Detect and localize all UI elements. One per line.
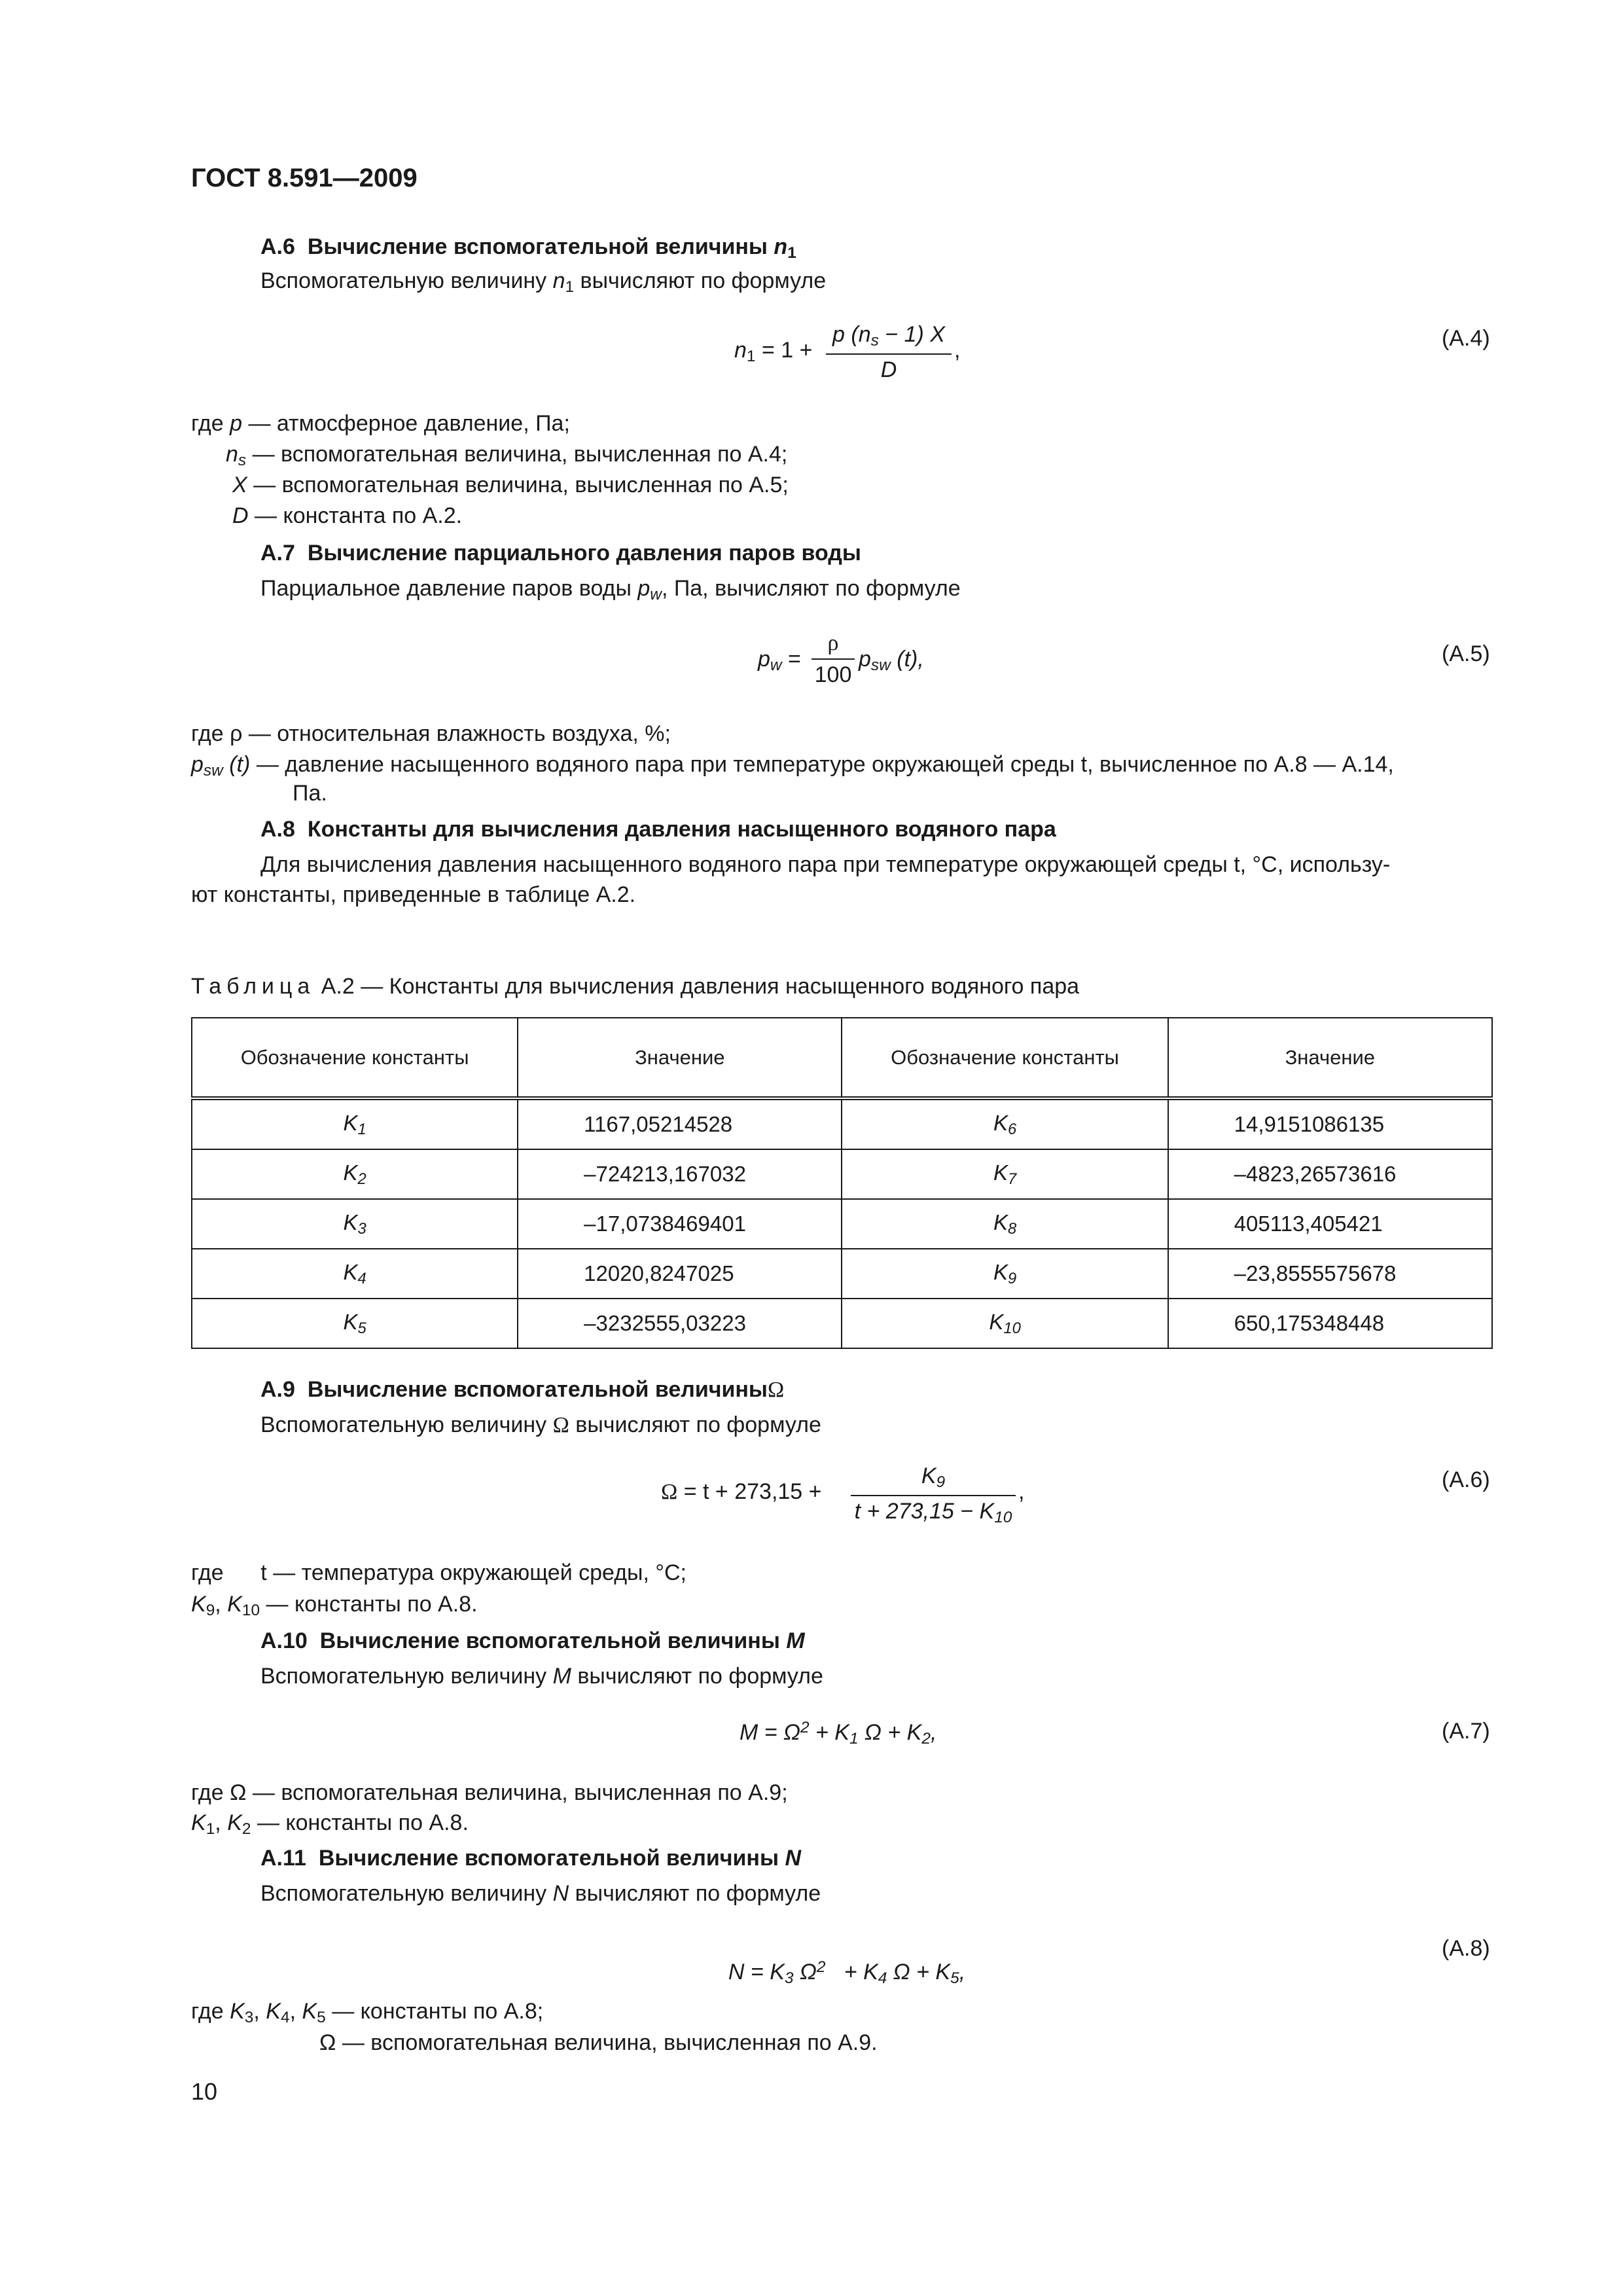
section-number: A.8 bbox=[260, 817, 295, 842]
section-a6-heading bbox=[260, 236, 796, 262]
table-caption-word: Таблица bbox=[191, 974, 315, 999]
where-a10-omega: где Ω — вспомогательная величина, вычисленная по А.9; bbox=[191, 1780, 788, 1805]
table-header-cell: Обозначение константы bbox=[192, 1018, 518, 1098]
fraction-denominator: $t + 273,15 - K_{10}$ bbox=[854, 1498, 1012, 1526]
constant-symbol-cell: $K_9$ bbox=[842, 1249, 1168, 1299]
where-a6-d: D — константа по А.2. bbox=[232, 503, 463, 528]
formula-a6-tail: , bbox=[1018, 1479, 1025, 1504]
fraction-denominator: 100 bbox=[814, 662, 852, 687]
title-variable: N bbox=[785, 1846, 802, 1871]
where-a11-k: где $K_3$, $K_4$, $K_5$ — константы по А.8; bbox=[191, 1999, 544, 2027]
constant-symbol-cell: $K_5$ bbox=[192, 1299, 518, 1348]
section-number: A.11 bbox=[260, 1846, 306, 1871]
where-a6-ns: $n_s$ — вспомогательная величина, вычисленная по А.4; bbox=[226, 442, 788, 470]
section-number: A.10 bbox=[260, 1628, 308, 1653]
constant-symbol-cell: $K_{10}$ bbox=[842, 1299, 1168, 1348]
formula-var: n bbox=[734, 338, 747, 363]
fraction-numerator: $K_9$ bbox=[921, 1463, 946, 1492]
constant-symbol-cell: $K_2$ bbox=[192, 1149, 518, 1199]
where-a7-psw: $p_{sw}$ (t) — давление насыщенного водяного пара при температуре окружающей среды t, вычисленное по А.8 — А.14, bbox=[191, 752, 1394, 780]
section-a8-paragraph-line1: Для вычисления давления насыщенного водяного пара при температуре окружающей среды t, °С, использу- bbox=[260, 852, 1391, 877]
constant-value-cell: 650,175348448 bbox=[1168, 1299, 1492, 1348]
section-a6-intro bbox=[260, 270, 826, 296]
constant-value-cell: –724213,167032 bbox=[518, 1149, 842, 1199]
constant-value-cell: 14,9151086135 bbox=[1168, 1098, 1492, 1149]
fraction-denominator: D bbox=[880, 357, 897, 382]
section-a11-heading bbox=[260, 1847, 801, 1869]
formula-a7-label: (A.7) bbox=[1442, 1719, 1490, 1744]
table-row bbox=[192, 1098, 1492, 1149]
section-a10-intro: Вспомогательную величину M вычисляют по формуле bbox=[260, 1664, 823, 1689]
formula-a5-label: (A.5) bbox=[1442, 641, 1490, 666]
constant-value-cell: 12020,8247025 bbox=[518, 1249, 842, 1299]
formula-sub: 1 bbox=[746, 348, 756, 366]
constant-value-cell: –3232555,03223 bbox=[518, 1299, 842, 1348]
formula-a8-label: (A.8) bbox=[1442, 1936, 1490, 1961]
formula-a7: $M = \Omega^2 + K_1$ $\Omega + K_2$, bbox=[740, 1719, 937, 1748]
constant-symbol-cell: $K_1$ bbox=[192, 1098, 518, 1149]
where-a7-psw-cont: Па. bbox=[293, 781, 327, 806]
formula-a4-fraction bbox=[826, 323, 952, 381]
constant-symbol-cell: $K_3$ bbox=[192, 1199, 518, 1249]
constants-table bbox=[191, 1017, 1493, 1349]
table-row bbox=[192, 1149, 1492, 1199]
section-title: Вычисление вспомогательной величины bbox=[307, 1377, 768, 1402]
table-row bbox=[192, 1299, 1492, 1348]
document-header: ГОСТ 8.591—2009 bbox=[191, 164, 418, 192]
constant-symbol-cell: $K_4$ bbox=[192, 1249, 518, 1299]
constant-value-cell: –4823,26573616 bbox=[1168, 1149, 1492, 1199]
fraction-numerator: p $(n_s - 1)$ X bbox=[832, 322, 945, 350]
formula-a6-label: (A.6) bbox=[1442, 1467, 1490, 1492]
where-a9-t: где t — температура окружающей среды, °С; bbox=[191, 1560, 687, 1585]
section-a10-heading bbox=[260, 1630, 805, 1652]
where-a6-p: где p — атмосферное давление, Па; bbox=[191, 411, 570, 436]
section-a7-intro: Парциальное давление паров воды $p_w$, Па, вычисляют по формуле bbox=[260, 576, 961, 604]
intro-text: Вспомогательную величину bbox=[260, 268, 553, 293]
table-header-row bbox=[192, 1018, 1492, 1098]
omega-symbol: Ω bbox=[767, 1378, 785, 1402]
fraction-bar bbox=[812, 658, 855, 660]
intro-subscript: 1 bbox=[565, 278, 575, 296]
formula-a6-fraction bbox=[851, 1465, 1016, 1526]
constant-value-cell: 1167,05214528 bbox=[518, 1098, 842, 1149]
formula-a5-lhs: $p_w$ = bbox=[758, 647, 801, 675]
section-title: Константы для вычисления давления насыщенного водяного пара bbox=[307, 817, 1056, 842]
where-a6-x: X — вспомогательная величина, вычисленная по А.5; bbox=[232, 473, 789, 497]
section-a8-paragraph-line2: ют константы, приведенные в таблице А.2. bbox=[191, 882, 636, 907]
formula-a8: $N = K_3$ $\Omega^2 + K_4$ $\Omega + K_5$, bbox=[728, 1958, 966, 1988]
constant-symbol-cell: $K_8$ bbox=[842, 1199, 1168, 1249]
where-a11-omega: Ω — вспомогательная величина, вычисленная по А.9. bbox=[319, 2030, 878, 2055]
table-caption bbox=[191, 975, 1079, 997]
table-header-cell: Значение bbox=[1168, 1018, 1492, 1098]
section-number: A.9 bbox=[260, 1377, 295, 1402]
title-variable: M bbox=[786, 1628, 805, 1653]
section-number: A.6 bbox=[260, 234, 295, 259]
formula-a5-fraction bbox=[812, 632, 855, 686]
constant-value-cell: –17,0738469401 bbox=[518, 1199, 842, 1249]
section-title: Вычисление вспомогательной величины bbox=[307, 234, 774, 259]
formula-eq: = 1 + bbox=[755, 338, 813, 363]
title-subscript: 1 bbox=[787, 244, 796, 262]
section-title: Вычисление вспомогательной величины bbox=[318, 1846, 785, 1871]
section-a9-heading bbox=[260, 1378, 784, 1401]
table-header-cell: Значение bbox=[518, 1018, 842, 1098]
formula-a6-lhs: Ω = t + 273,15 + bbox=[661, 1479, 822, 1504]
section-a8-heading bbox=[260, 818, 1056, 840]
fraction-bar bbox=[851, 1495, 1016, 1496]
section-a7-heading bbox=[260, 542, 861, 564]
formula-a4-label: (A.4) bbox=[1442, 326, 1490, 351]
constant-value-cell: –23,8555575678 bbox=[1168, 1249, 1492, 1299]
section-a11-intro: Вспомогательную величину N вычисляют по формуле bbox=[260, 1881, 821, 1906]
section-number: A.7 bbox=[260, 541, 295, 565]
where-a9-k: $K_9$, $K_{10}$ — константы по А.8. bbox=[191, 1592, 478, 1620]
page-number: 10 bbox=[191, 2078, 218, 2105]
constant-symbol-cell: $K_7$ bbox=[842, 1149, 1168, 1199]
table-row bbox=[192, 1199, 1492, 1249]
constant-symbol-cell: $K_6$ bbox=[842, 1098, 1168, 1149]
fraction-numerator: ρ bbox=[827, 631, 839, 655]
where-a10-k: $K_1$, $K_2$ — константы по А.8. bbox=[191, 1810, 469, 1839]
table-caption-text: А.2 — Константы для вычисления давления насыщенного водяного пара bbox=[315, 974, 1080, 999]
formula-a4-lhs bbox=[734, 339, 813, 365]
intro-variable: n bbox=[552, 268, 565, 293]
intro-text-end: вычисляют по формуле bbox=[574, 268, 827, 293]
title-variable: n bbox=[774, 234, 788, 259]
section-a9-intro: Вспомогательную величину Ω вычисляют по формуле bbox=[260, 1412, 821, 1437]
section-title: Вычисление парциального давления паров воды bbox=[307, 541, 861, 565]
where-a7-rho: где ρ — относительная влажность воздуха, %; bbox=[191, 721, 671, 746]
fraction-bar bbox=[826, 353, 952, 355]
table-row bbox=[192, 1249, 1492, 1299]
table-header-cell: Обозначение константы bbox=[842, 1018, 1168, 1098]
formula-a4-tail: , bbox=[954, 338, 961, 363]
section-title: Вычисление вспомогательной величины bbox=[319, 1628, 787, 1653]
constant-value-cell: 405113,405421 bbox=[1168, 1199, 1492, 1249]
formula-a5-rhs: $p_{sw}$ (t), bbox=[859, 647, 924, 675]
